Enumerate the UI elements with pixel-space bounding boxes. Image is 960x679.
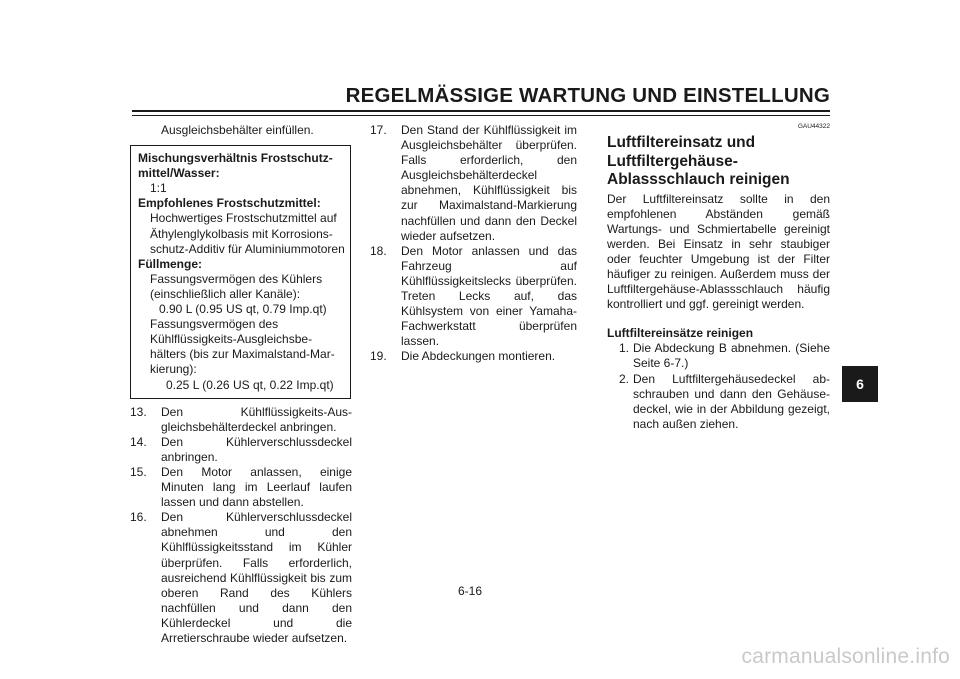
spec-line: Hochwertiges Frostschutzmittel auf xyxy=(150,211,337,226)
step-list xyxy=(130,405,352,647)
step-text: Den Motor anlassen, einige Minuten lang im Leerlauf laufen lassen und dann abstellen. xyxy=(161,464,352,510)
step-text: Den Luftfiltergehäusedeckel abschrauben und dann den Gehäusedeckel, wie in der Abbildung gezeigt, nach außen ziehen. xyxy=(633,371,830,431)
list-item xyxy=(370,349,577,364)
list-item xyxy=(607,341,830,371)
spec-line: kierung): xyxy=(150,362,197,377)
page-title: REGELMÄSSIGE WARTUNG UND EINSTELLUNG xyxy=(345,84,830,107)
sub-heading: Luftfiltereinsätze reinigen xyxy=(607,326,754,341)
spec-line: 0.25 L (0.26 US qt, 0.22 Imp.qt) xyxy=(166,377,334,392)
list-item xyxy=(130,405,352,435)
section-code: GAU44322 xyxy=(797,123,830,130)
step-number: 19. xyxy=(370,349,387,364)
step-list xyxy=(370,123,577,365)
step-number: 15. xyxy=(130,464,147,479)
column-right xyxy=(607,123,830,432)
column-left xyxy=(130,123,352,646)
spec-line: hälters (bis zur Maximalstand-Mar- xyxy=(150,347,335,362)
spec-line: Fassungsvermögen des xyxy=(150,317,279,332)
chapter-tab: 6 xyxy=(842,366,878,402)
intro-text: Ausgleichsbehälter einfüllen. xyxy=(161,123,314,137)
step-number: 14. xyxy=(130,434,147,449)
section-title: Luftfiltereinsatz und Luftfiltergehäuse-Ablassschlauch reinigen xyxy=(607,134,790,188)
list-item xyxy=(130,435,352,465)
spec-line: Mischungsverhältnis Frostschutz- xyxy=(138,151,333,166)
header-rule-thick xyxy=(132,110,830,112)
step-number: 1. xyxy=(619,341,630,356)
step-text: Den Kühlerverschlussdeckel anbringen. xyxy=(161,434,352,464)
step-text: Den Kühlerverschlussdeckel abnehmen und den Kühlflüssigkeitsstand im Kühler überprüfen. Falls erforderlich, ausreichend Kühlflüssigkeit bis zum oberen Rand des Kühlers nachfüllen und dann den Kühlerdeckel und die Arretierschraube wieder aufsetzen. xyxy=(161,510,352,645)
step-text: Den Stand der Kühlflüssigkeit im Ausgleichsbehälter überprüfen. Falls erforderlich, den Ausgleichsbehälterdeckel abnehmen, Kühlflüssigkeit bis zur Maximalstand-Markierung nachfüllen und dann den Deckel wieder aufsetzen. xyxy=(401,123,577,243)
step-list xyxy=(607,341,830,432)
spec-line: Füllmenge: xyxy=(138,256,203,271)
step-number: 13. xyxy=(130,404,147,419)
step-number: 17. xyxy=(370,123,387,137)
step-number: 18. xyxy=(370,243,387,258)
list-item xyxy=(607,372,830,432)
step-number: 2. xyxy=(619,371,630,386)
step-text: Die Abdeckungen montieren. xyxy=(401,349,556,364)
page-number: 6-16 xyxy=(458,584,483,598)
step-text: Den Kühlflüssigkeits-Ausgleichsbehälterdeckel anbringen. xyxy=(161,404,352,434)
spec-line: (einschließlich aller Kanäle): xyxy=(150,286,301,301)
list-item xyxy=(370,123,577,244)
spec-line: Äthylenglykolbasis mit Korrosions- xyxy=(150,226,333,241)
list-item xyxy=(130,465,352,510)
spec-line: Fassungsvermögen des Kühlers xyxy=(150,271,323,286)
step-number: 16. xyxy=(130,510,147,525)
section-body: Der Luftfiltereinsatz sollte in den empfohlenen Abständen gemäß Wartungs- und Schmiertabelle gereinigt werden. Bei Einsatz in sehr staubiger oder feuchter Umgebung ist der Filter häufiger zu reinigen. Außerdem muss der Luftfiltergehäuse-Ablassschlauch häufig kontrolliert und ggf. gereinigt werden. xyxy=(607,191,830,312)
step-text: Die Abdeckung B abnehmen. (Siehe Seite 6-7.) xyxy=(633,341,830,371)
list-item xyxy=(130,510,352,646)
spec-line: mittel/Wasser: xyxy=(138,166,220,181)
spec-line: 1:1 xyxy=(150,181,167,196)
spec-line: Kühlflüssigkeits-Ausgleichsbe- xyxy=(150,332,313,347)
watermark: carmanualsonline.info xyxy=(741,645,950,668)
step-text: Den Motor anlassen und das Fahrzeug auf Kühlflüssigkeitslecks überprüfen. Treten Lecks auf, das Kühlsystem von einer Yamaha-Fachwerkstatt überprüfen lassen. xyxy=(401,243,577,349)
column-middle xyxy=(370,123,577,365)
spec-line: 0.90 L (0.95 US qt, 0.79 Imp.qt) xyxy=(159,302,327,317)
coolant-spec-box xyxy=(130,145,351,399)
spec-line: Empfohlenes Frostschutzmittel: xyxy=(138,196,321,211)
header-rule-thin xyxy=(132,115,830,116)
spec-line: schutz-Additiv für Aluminiummotoren xyxy=(150,241,345,256)
list-item xyxy=(370,244,577,350)
